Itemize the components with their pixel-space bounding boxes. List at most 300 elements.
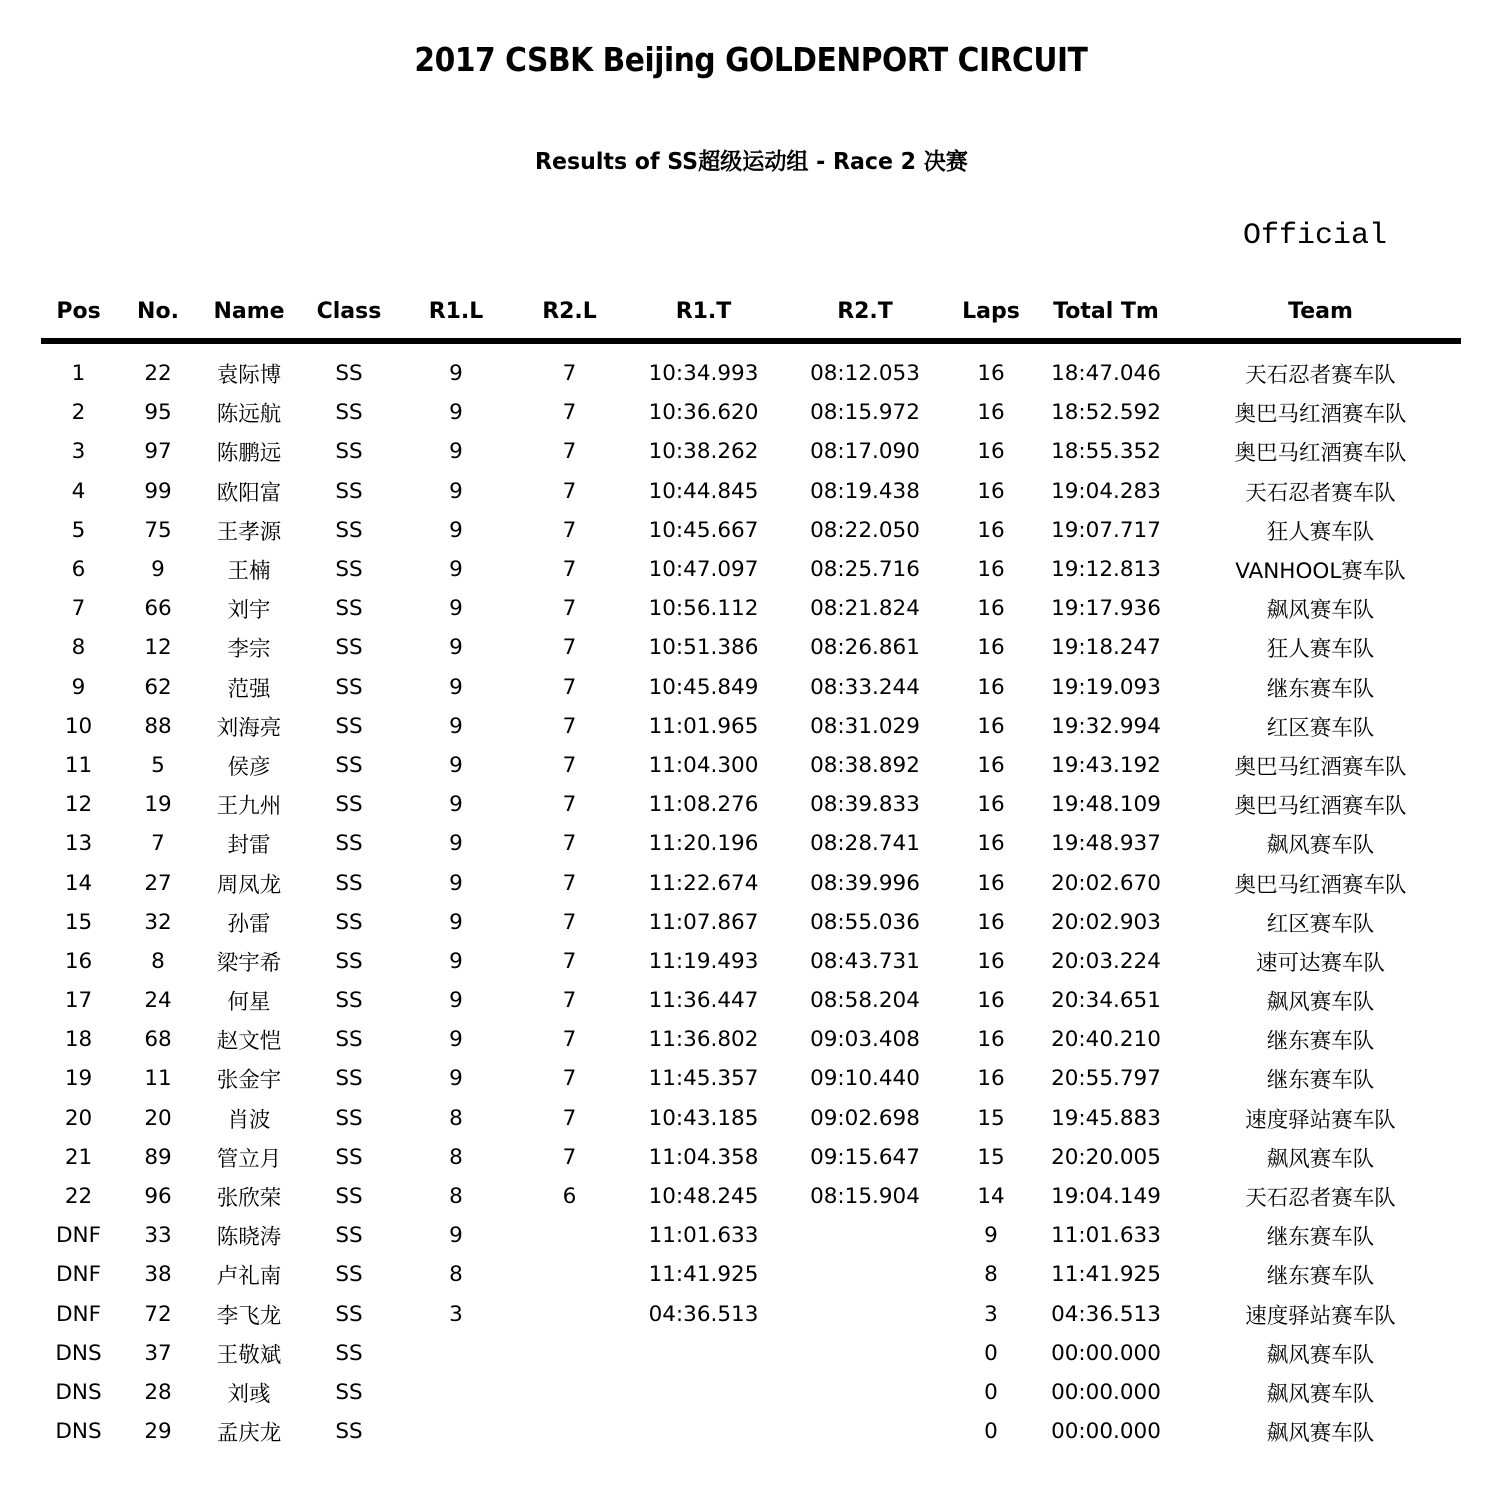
cell-r2-t: 08:58.204 [810,988,920,1014]
cell-total-tm: 18:47.046 [1051,361,1161,387]
table-header-row [41,284,1461,341]
cell-pos: 9 [71,674,86,700]
cell-team: 飙风赛车队 [1266,833,1375,859]
cell-class: SS [335,400,363,426]
column-header-total-tm: Total Tm [1032,284,1180,341]
cell-class: SS [335,909,363,935]
cell-no: 75 [144,517,172,543]
cell-pos: DNF [55,1301,101,1327]
cell-class: SS [335,1301,363,1327]
cell-r2-t: 08:43.731 [810,948,920,974]
cell-r1-l [400,1412,512,1451]
column-header-no: No. [116,284,200,341]
cell-r2-t: 09:15.647 [810,1144,920,1170]
cell-pos: 3 [71,439,86,465]
cell-r2-t: 08:55.036 [810,909,920,935]
cell-pos: 14 [64,870,93,896]
cell-name: 周凤龙 [216,872,282,898]
cell-r2-l [512,1255,627,1294]
cell-pos: DNS [55,1379,102,1405]
cell-laps: 16 [977,674,1005,700]
cell-pos: 22 [64,1184,93,1210]
cell-r2-l: 7 [562,988,577,1014]
cell-r1-l: 3 [449,1301,463,1327]
cell-pos: DNF [55,1262,101,1288]
cell-pos: 15 [64,909,93,935]
cell-pos: 1 [71,361,86,387]
cell-r1-t: 10:48.245 [648,1184,759,1210]
cell-r1-l: 9 [449,909,463,935]
cell-r2-l [512,1216,627,1255]
cell-r2-l: 7 [562,1066,577,1092]
cell-total-tm: 19:07.717 [1051,517,1161,543]
cell-r2-t: 08:39.833 [810,792,920,818]
table-row [41,1099,1461,1138]
cell-total-tm: 19:32.994 [1051,713,1161,739]
cell-laps: 16 [977,635,1005,661]
cell-no: 38 [144,1262,172,1288]
cell-team: 继东赛车队 [1266,1225,1375,1251]
cell-no: 88 [144,713,172,739]
table-row [41,1216,1461,1255]
cell-r1-l: 9 [449,557,463,583]
cell-r1-l [400,1373,512,1412]
table-row [41,981,1461,1020]
cell-team: 奥巴马红酒赛车队 [1234,441,1407,467]
cell-pos: 7 [71,596,86,622]
cell-r1-t: 11:19.493 [648,948,759,974]
table-row [41,589,1461,628]
table-row [41,1373,1461,1412]
column-header-class: Class [298,284,400,341]
cell-name: 卢礼南 [216,1264,282,1290]
race-subtitle: Results of SS超级运动组 - Race 2 决赛 [534,149,968,175]
cell-class: SS [335,1223,363,1249]
cell-team: 奥巴马红酒赛车队 [1234,754,1407,780]
cell-total-tm: 00:00.000 [1051,1379,1161,1405]
cell-laps: 16 [977,1027,1005,1053]
cell-r1-t: 10:45.849 [648,674,759,700]
cell-total-tm: 20:55.797 [1051,1066,1161,1092]
table-row [41,341,1461,393]
cell-class: SS [335,1419,363,1445]
cell-name: 王九州 [216,794,282,820]
cell-r2-l: 7 [562,635,577,661]
cell-team: 继东赛车队 [1266,1029,1375,1055]
cell-team: 奥巴马红酒赛车队 [1234,794,1407,820]
cell-team: 飙风赛车队 [1266,1381,1375,1407]
cell-r1-t: 11:45.357 [648,1066,759,1092]
cell-r1-l: 9 [449,517,463,543]
cell-r2-t: 08:26.861 [810,635,920,661]
cell-pos: 4 [71,478,86,504]
cell-r2-t: 08:12.053 [810,361,920,387]
cell-class: SS [335,517,363,543]
cell-r2-l [512,1295,627,1334]
cell-no: 8 [151,948,165,974]
cell-name: 王孝源 [216,519,282,545]
cell-total-tm: 11:01.633 [1051,1223,1161,1249]
cell-laps: 15 [977,1144,1005,1170]
table-row [41,1412,1461,1451]
cell-class: SS [335,831,363,857]
cell-no: 68 [144,1027,172,1053]
table-row [41,511,1461,550]
column-header-pos: Pos [41,284,116,341]
table-row [41,824,1461,863]
cell-r2-l: 7 [562,517,577,543]
cell-r1-l: 9 [449,713,463,739]
cell-team: 速度驿站赛车队 [1245,1303,1396,1329]
cell-total-tm: 00:00.000 [1051,1419,1161,1445]
table-header [41,284,1461,341]
cell-name: 陈晓涛 [216,1225,282,1251]
cell-r1-t: 10:43.185 [648,1105,759,1131]
cell-r1-t: 11:01.633 [648,1223,759,1249]
cell-r1-t: 11:04.358 [648,1144,759,1170]
cell-r1-t: 11:36.447 [648,988,759,1014]
cell-class: SS [335,1105,363,1131]
table-row [41,707,1461,746]
cell-name: 陈鹏远 [216,441,282,467]
cell-no: 11 [144,1066,172,1092]
cell-laps: 16 [977,517,1005,543]
cell-total-tm: 20:02.903 [1051,909,1161,935]
cell-laps: 16 [977,439,1005,465]
cell-laps: 16 [977,361,1005,387]
cell-no: 96 [144,1184,172,1210]
cell-r2-l: 7 [562,1105,577,1131]
cell-laps: 9 [984,1223,998,1249]
cell-laps: 16 [977,596,1005,622]
table-row [41,393,1461,432]
cell-r2-l: 7 [562,674,577,700]
cell-laps: 16 [977,557,1005,583]
cell-total-tm: 18:55.352 [1051,439,1161,465]
cell-class: SS [335,1379,363,1405]
table-row [41,628,1461,667]
cell-r1-t: 10:51.386 [648,635,759,661]
cell-r2-l: 7 [562,1144,577,1170]
cell-name: 袁际博 [216,363,282,389]
cell-r2-t: 08:33.244 [810,674,920,700]
page-title-container [0,40,1502,79]
column-header-team: Team [1180,284,1461,341]
cell-total-tm: 04:36.513 [1051,1301,1161,1327]
cell-laps: 0 [984,1340,998,1366]
cell-class: SS [335,635,363,661]
cell-class: SS [335,674,363,700]
cell-r1-l: 9 [449,1066,463,1092]
cell-class: SS [335,948,363,974]
cell-total-tm: 19:17.936 [1051,596,1161,622]
cell-name: 赵文恺 [216,1029,282,1055]
cell-total-tm: 20:40.210 [1051,1027,1161,1053]
cell-r1-t: 10:36.620 [648,400,759,426]
cell-r1-t [627,1412,780,1451]
cell-r1-l: 9 [449,596,463,622]
cell-name: 侯彦 [227,754,271,780]
cell-total-tm: 18:52.592 [1051,400,1161,426]
cell-r2-l [512,1334,627,1373]
cell-class: SS [335,1340,363,1366]
table-row [41,1020,1461,1059]
cell-team: 狂人赛车队 [1266,519,1375,545]
cell-no: 72 [144,1301,172,1327]
cell-r2-t: 08:17.090 [810,439,920,465]
cell-class: SS [335,557,363,583]
cell-r1-t: 10:47.097 [648,557,759,583]
cell-r1-l: 8 [449,1105,463,1131]
cell-r2-t: 08:15.972 [810,400,920,426]
cell-total-tm: 20:20.005 [1051,1144,1161,1170]
cell-class: SS [335,596,363,622]
results-table [41,284,1461,1451]
cell-pos: 13 [64,831,93,857]
cell-r2-t: 08:15.904 [810,1184,920,1210]
cell-class: SS [335,1144,363,1170]
cell-r2-t: 08:31.029 [810,713,920,739]
cell-name: 孟庆龙 [216,1421,282,1447]
cell-no: 97 [144,439,172,465]
cell-name: 管立月 [216,1146,282,1172]
cell-name: 张金宇 [216,1068,282,1094]
cell-r2-t: 08:22.050 [810,517,920,543]
cell-pos: DNF [55,1223,101,1249]
column-header-r2-l: R2.L [512,284,627,341]
cell-pos: DNS [55,1340,102,1366]
cell-r2-l: 7 [562,948,577,974]
cell-team: VANHOOL赛车队 [1235,559,1406,585]
cell-class: SS [335,792,363,818]
cell-name: 梁宇希 [216,950,282,976]
cell-r1-t: 11:41.925 [648,1262,759,1288]
cell-name: 刘宇 [227,598,271,624]
cell-r1-l: 9 [449,792,463,818]
cell-r2-l: 6 [562,1184,577,1210]
cell-r2-t [780,1373,950,1412]
cell-total-tm: 19:48.937 [1051,831,1161,857]
cell-class: SS [335,988,363,1014]
cell-total-tm: 19:18.247 [1051,635,1161,661]
cell-laps: 16 [977,478,1005,504]
cell-class: SS [335,1066,363,1092]
cell-no: 27 [144,870,172,896]
cell-pos: 12 [64,792,93,818]
cell-r2-l [512,1412,627,1451]
cell-name: 范强 [227,676,271,702]
cell-team: 天石忍者赛车队 [1245,480,1396,506]
cell-team: 飙风赛车队 [1266,598,1375,624]
cell-total-tm: 19:48.109 [1051,792,1161,818]
cell-pos: 20 [64,1105,93,1131]
cell-r1-t [627,1373,780,1412]
cell-r1-l: 9 [449,478,463,504]
cell-name: 张欣荣 [216,1186,282,1212]
cell-r1-t: 11:20.196 [648,831,759,857]
cell-laps: 16 [977,831,1005,857]
column-header-r1-l: R1.L [400,284,512,341]
cell-r2-t [780,1334,950,1373]
cell-r2-t: 08:21.824 [810,596,920,622]
cell-name: 欧阳富 [216,480,282,506]
cell-name: 王楠 [227,559,271,585]
cell-r2-t [780,1255,950,1294]
cell-total-tm: 19:04.149 [1051,1184,1161,1210]
table-row [41,1059,1461,1098]
cell-team: 狂人赛车队 [1266,637,1375,663]
table-row [41,1138,1461,1177]
cell-no: 37 [144,1340,172,1366]
cell-r2-l [512,1373,627,1412]
cell-r1-t: 11:01.965 [648,713,759,739]
cell-r2-t: 08:38.892 [810,752,920,778]
cell-r2-t: 09:02.698 [810,1105,920,1131]
cell-laps: 14 [977,1184,1005,1210]
cell-laps: 16 [977,1066,1005,1092]
cell-pos: 6 [71,557,86,583]
cell-pos: 5 [71,517,86,543]
cell-r1-t: 11:22.674 [648,870,759,896]
cell-r2-l: 7 [562,557,577,583]
cell-no: 12 [144,635,172,661]
cell-team: 继东赛车队 [1266,1264,1375,1290]
cell-pos: 21 [64,1144,93,1170]
cell-class: SS [335,1027,363,1053]
cell-no: 32 [144,909,172,935]
cell-r1-l: 9 [449,361,463,387]
cell-class: SS [335,439,363,465]
cell-r1-t: 04:36.513 [648,1301,759,1327]
cell-r2-t [780,1216,950,1255]
cell-r1-t: 10:44.845 [648,478,759,504]
table-row [41,785,1461,824]
cell-class: SS [335,752,363,778]
cell-team: 速度驿站赛车队 [1245,1107,1396,1133]
cell-no: 62 [144,674,172,700]
cell-class: SS [335,870,363,896]
cell-r2-l: 7 [562,713,577,739]
cell-name: 李飞龙 [216,1303,282,1329]
cell-laps: 8 [984,1262,998,1288]
cell-r2-l: 7 [562,752,577,778]
cell-name: 李宗 [227,637,271,663]
cell-r1-l: 9 [449,948,463,974]
table-row [41,903,1461,942]
cell-pos: 17 [64,988,93,1014]
cell-r2-l: 7 [562,831,577,857]
cell-laps: 3 [984,1301,998,1327]
cell-r2-l: 7 [562,596,577,622]
cell-r1-t: 10:34.993 [648,361,759,387]
table-row [41,1334,1461,1373]
cell-team: 奥巴马红酒赛车队 [1234,872,1407,898]
cell-no: 7 [151,831,165,857]
cell-r1-l: 8 [449,1144,463,1170]
cell-team: 红区赛车队 [1266,911,1375,937]
cell-r2-t: 08:39.996 [810,870,920,896]
cell-team: 飙风赛车队 [1266,1342,1375,1368]
cell-no: 24 [144,988,172,1014]
cell-r2-l: 7 [562,400,577,426]
table-row [41,668,1461,707]
table-row [41,863,1461,902]
cell-name: 王敬斌 [216,1342,282,1368]
cell-class: SS [335,713,363,739]
table-row [41,746,1461,785]
cell-laps: 16 [977,909,1005,935]
table-row [41,942,1461,981]
cell-no: 20 [144,1105,172,1131]
cell-total-tm: 11:41.925 [1051,1262,1161,1288]
cell-total-tm: 20:34.651 [1051,988,1161,1014]
cell-r1-l: 9 [449,400,463,426]
cell-r2-t: 09:10.440 [810,1066,920,1092]
cell-r1-l: 9 [449,635,463,661]
cell-total-tm: 20:03.224 [1051,948,1161,974]
cell-r1-l: 9 [449,752,463,778]
cell-team: 飙风赛车队 [1266,1146,1375,1172]
cell-pos: 10 [64,713,93,739]
cell-team: 天石忍者赛车队 [1245,1186,1396,1212]
column-header-r1-t: R1.T [627,284,780,341]
cell-no: 29 [144,1419,172,1445]
table-row [41,1255,1461,1294]
column-header-laps: Laps [950,284,1032,341]
cell-name: 封雷 [227,833,271,859]
cell-laps: 16 [977,752,1005,778]
cell-r2-l: 7 [562,478,577,504]
cell-r1-l [400,1334,512,1373]
cell-class: SS [335,478,363,504]
race-subtitle-container [0,143,1502,176]
cell-name: 肖波 [227,1107,271,1133]
cell-r1-t: 10:56.112 [648,596,759,622]
cell-r2-t: 09:03.408 [810,1027,920,1053]
cell-pos: DNS [55,1419,102,1445]
cell-r2-t [780,1295,950,1334]
cell-laps: 0 [984,1379,998,1405]
cell-team: 奥巴马红酒赛车队 [1234,402,1407,428]
cell-r2-l: 7 [562,870,577,896]
cell-r1-t: 11:08.276 [648,792,759,818]
cell-pos: 11 [64,752,93,778]
cell-pos: 16 [64,948,93,974]
page-title: 2017 CSBK Beijing GOLDENPORT CIRCUIT [414,40,1088,79]
cell-r1-t: 11:36.802 [648,1027,759,1053]
cell-r2-l: 7 [562,792,577,818]
official-status-label: Official [1242,219,1387,253]
cell-name: 何星 [227,990,271,1016]
cell-total-tm: 20:02.670 [1051,870,1161,896]
cell-team: 速可达赛车队 [1255,950,1385,976]
cell-class: SS [335,361,363,387]
column-header-r2-t: R2.T [780,284,950,341]
cell-class: SS [335,1262,363,1288]
cell-no: 28 [144,1379,172,1405]
cell-r1-t: 10:45.667 [648,517,759,543]
cell-r2-t: 08:19.438 [810,478,920,504]
cell-no: 22 [144,361,172,387]
cell-laps: 16 [977,792,1005,818]
cell-r1-t: 10:38.262 [648,439,759,465]
cell-r2-l: 7 [562,361,577,387]
cell-no: 99 [144,478,172,504]
cell-r2-t: 08:28.741 [810,831,920,857]
cell-r1-l: 9 [449,674,463,700]
cell-r1-l: 9 [449,1027,463,1053]
cell-no: 19 [144,792,172,818]
